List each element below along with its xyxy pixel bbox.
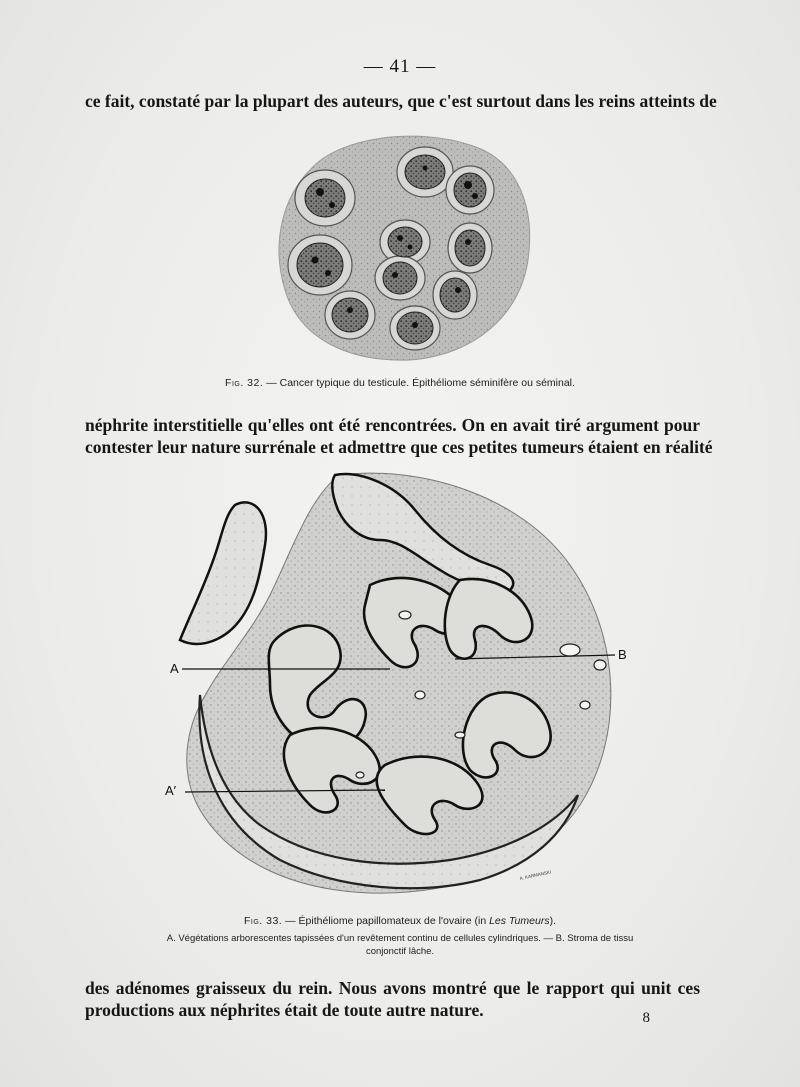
paragraph-1-line-1: ce fait, constaté par la plupart des auteurs, que c'est surtout dans les reins atteints de [85, 91, 717, 111]
paragraph-3-line-2: productions aux néphrites était de toute autre nature. [85, 1000, 484, 1020]
figure-32-caption [0, 377, 800, 390]
label-A: A [170, 661, 179, 676]
signature-mark: 8 [642, 1010, 650, 1026]
figure-33-illustration [160, 465, 640, 910]
page-number: — 41 — [363, 56, 437, 77]
paragraph-2-line-1: néphrite interstitielle qu'elles ont été rencontrées. On en avait tiré argument pour [85, 415, 700, 435]
figure-32-illustration [270, 130, 540, 365]
paragraph-3-line-1: des adénomes graisseux du rein. Nous avons montré que le rapport qui unit ces [85, 978, 700, 998]
figure-33-caption-italic: Les Tumeurs [489, 915, 550, 927]
figure-33-legend-line-1: A. Végétations arborescentes tapissées d'un revêtement continu de cellules cylindriques. — B. Stroma de tissu [166, 933, 634, 944]
figure-33-caption-main: — Épithéliome papillomateux de l'ovaire (in [282, 915, 490, 927]
figure-33-label: Fig. 33. [243, 915, 283, 927]
figure-33-legend-line-2: conjonctif lâche. [365, 946, 435, 957]
figure-33-caption-end: ). [549, 915, 556, 927]
label-A-prime: A′ [165, 783, 177, 798]
label-B: B [618, 647, 627, 662]
paragraph-2-line-2: contester leur nature surrénale et admettre que ces petites tumeurs étaient en réalité [85, 437, 713, 457]
figure-32-caption-text: — Cancer typique du testicule. Épithéliome séminifère ou séminal. [263, 377, 575, 389]
figure-33-caption [0, 915, 800, 928]
engraver-signature: A. KARMANSKI [519, 869, 552, 881]
figure-32-label: Fig. 32. [225, 377, 264, 389]
